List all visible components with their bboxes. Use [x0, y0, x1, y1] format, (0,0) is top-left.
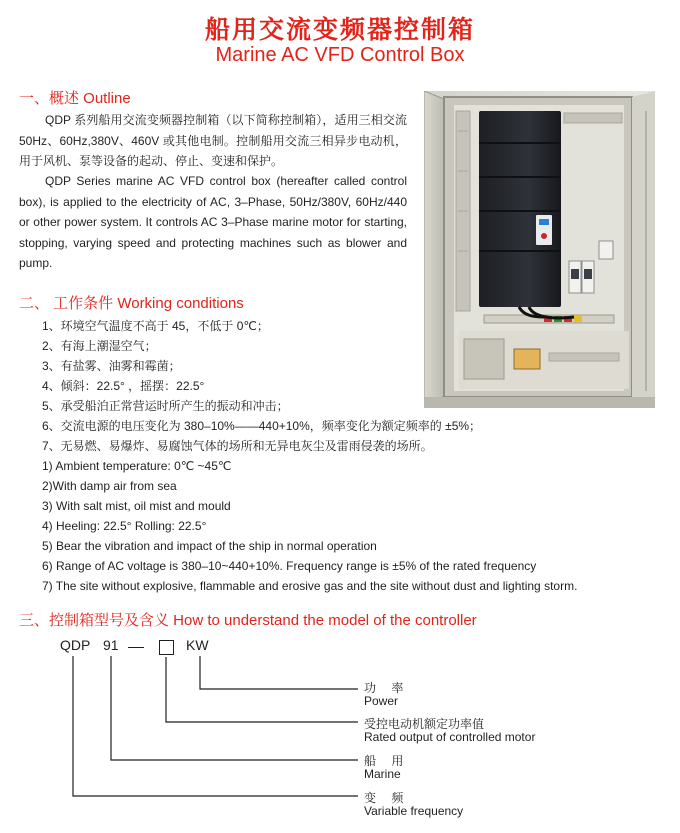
conditions-heading: 二、 工作条件 Working conditions — [19, 295, 244, 312]
condition-en-3: 3) With salt mist, oil mist and mould — [42, 499, 231, 513]
legend-vf-en: Variable frequency — [364, 804, 464, 818]
legend-rated-en: Rated output of controlled motor — [364, 730, 536, 744]
model-power-box — [159, 640, 174, 655]
legend-vf-cn: 变 频 — [364, 791, 410, 805]
model-heading: 三、控制箱型号及含义 How to understand the model of the controller — [19, 612, 477, 629]
outline-en-text: QDP Series marine AC VFD control box (hereafter called control box), is applied to the electricity of AC, 3–Phase, 50Hz/380V, 60Hz/440 or other power system. It controls AC 3–Phase marine motor for starting, stopping, varying speed and protecting machines such as blower and pump. — [19, 174, 407, 270]
outline-heading: 一、概述 Outline — [19, 90, 131, 107]
legend-rated-cn: 受控电动机额定功率值 — [364, 717, 485, 731]
condition-cn-4: 4、倾斜：22.5° ，摇摆：22.5° — [42, 379, 205, 393]
legend-power-cn: 功 率 — [364, 681, 410, 695]
condition-cn-2: 2、有海上潮湿空气； — [42, 339, 157, 353]
outline-en-paragraph — [19, 171, 407, 274]
outline-cn-text: QDP 系列船用交流变频器控制箱（以下简称控制箱），适用三相交流 50Hz、60Hz,380V、460V 或其他电制。控制船用交流三相异步电动机，用于风机、泵等设备的起动、停止、变速和保护。 — [19, 113, 407, 168]
condition-en-2: 2)With damp air from sea — [42, 479, 177, 493]
condition-en-5: 5) Bear the vibration and impact of the ship in normal operation — [42, 539, 377, 553]
condition-cn-3: 3、有盐雾、油雾和霉菌； — [42, 359, 181, 373]
page-title-en: Marine AC VFD Control Box — [215, 44, 465, 66]
legend-marine-cn: 船 用 — [364, 754, 410, 768]
vfd-cabinet-photo — [424, 91, 655, 408]
outline-cn-paragraph — [19, 110, 407, 172]
model-series: QDP — [60, 637, 91, 653]
condition-en-4: 4) Heeling: 22.5° Rolling: 22.5° — [42, 519, 207, 533]
page-title-cn: 船用交流变频器控制箱 — [204, 16, 475, 44]
condition-cn-1: 1、环境空气温度不高于 45，不低于 0℃； — [42, 319, 269, 333]
condition-cn-6: 6、交流电源的电压变化为 380–10%——440+10%，频率变化为额定频率的 ±5%； — [42, 419, 482, 433]
condition-cn-7: 7、无易燃、易爆炸、易腐蚀气体的场所和无异电灰尘及雷雨侵袭的场所。 — [42, 439, 433, 453]
condition-en-7: 7) The site without explosive, flammable and erosive gas and the site without dust and lighting storm. — [42, 579, 578, 593]
model-unit: KW — [186, 637, 209, 653]
condition-en-1: 1) Ambient temperature: 0℃ ~45℃ — [42, 459, 232, 473]
model-code: 91 — [103, 637, 119, 653]
legend-marine-en: Marine — [364, 767, 401, 781]
model-dash — [128, 647, 144, 648]
condition-en-6: 6) Range of AC voltage is 380–10~440+10%. Frequency range is ±5% of the rated frequency — [42, 559, 537, 573]
legend-power-en: Power — [364, 694, 399, 708]
condition-cn-5: 5、承受船泊正常营运时所产生的振动和冲击； — [42, 399, 289, 413]
